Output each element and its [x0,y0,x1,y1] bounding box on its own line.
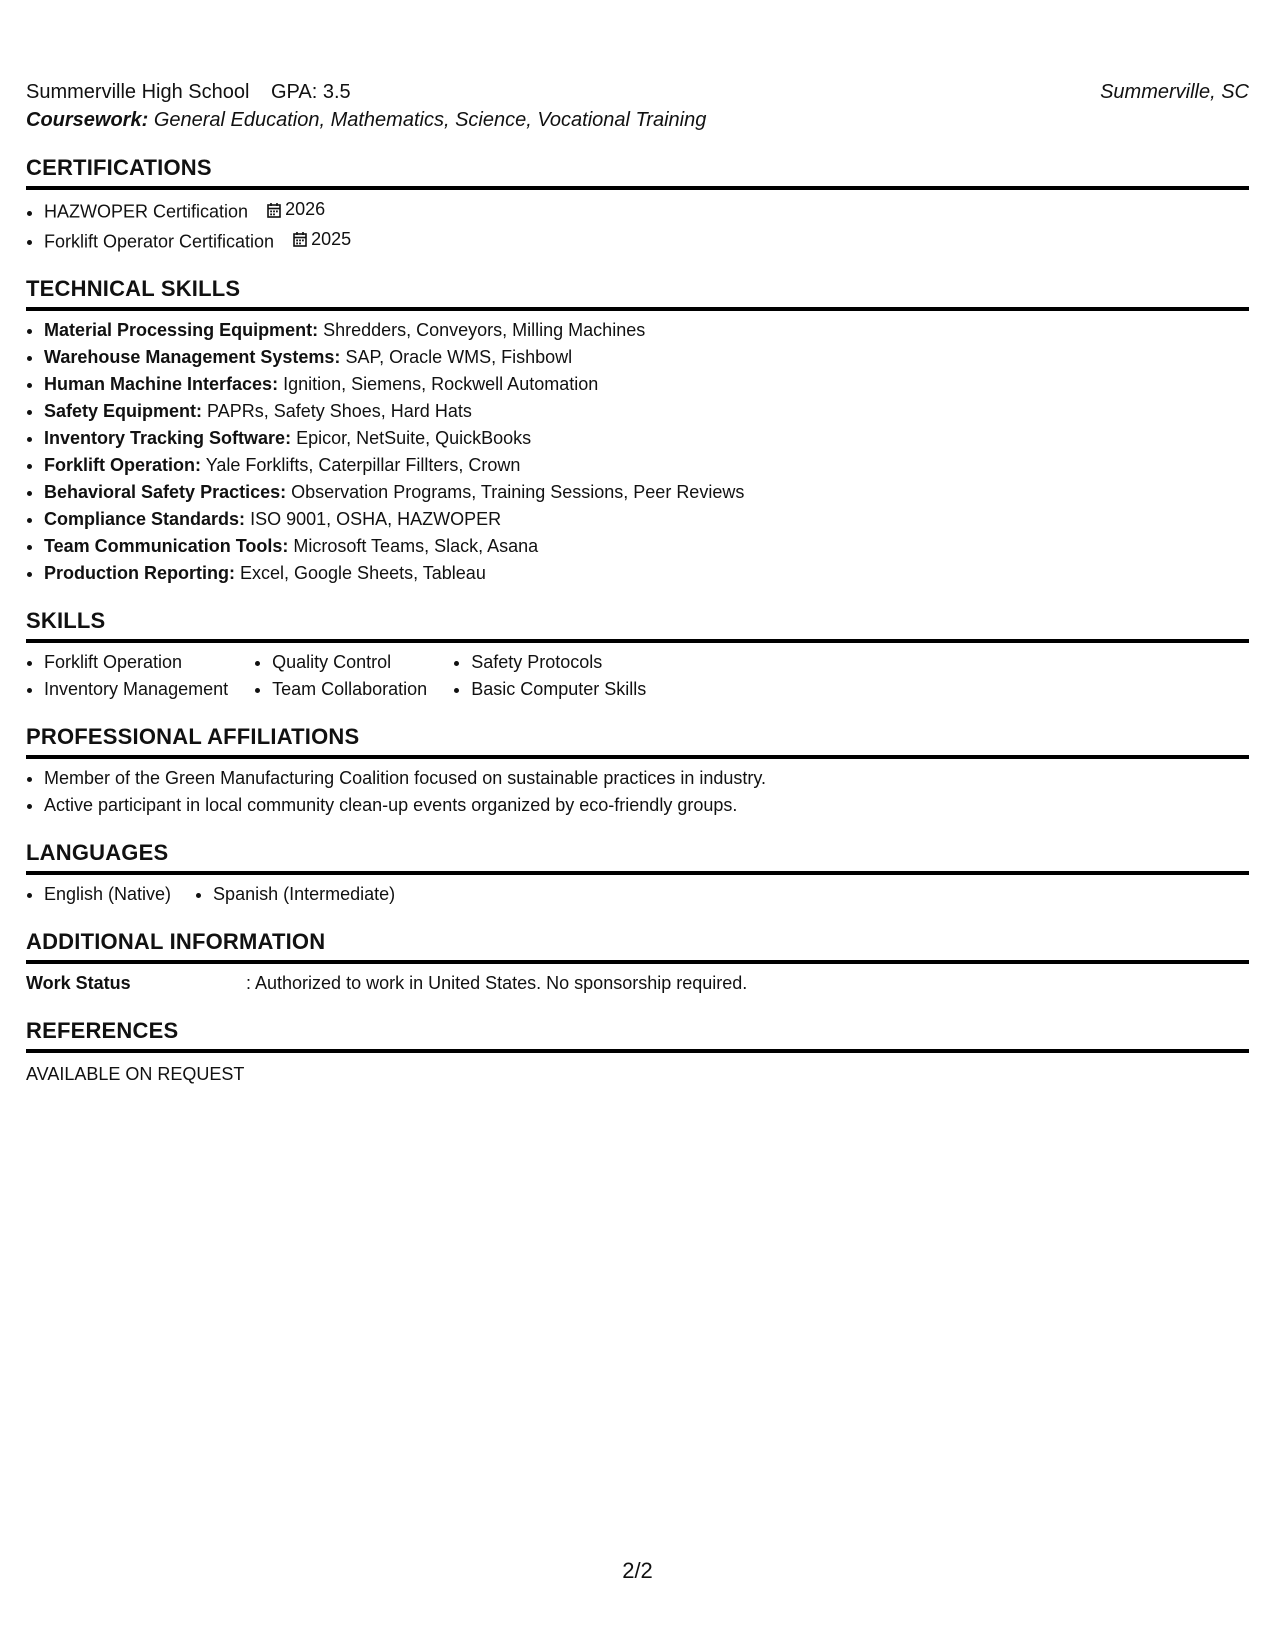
certification-name: HAZWOPER Certification [44,201,249,222]
affiliations-list [26,765,1249,819]
skill-values: Microsoft Teams, Slack, Asana [293,536,539,556]
list-item: • Quality Control [272,649,427,676]
skill-values: PAPRs, Safety Shoes, Hard Hats [207,401,472,421]
skill-values: Yale Forklifts, Caterpillar Fillters, Crown [205,455,521,475]
list-item [44,560,1249,587]
education-row [26,78,1249,106]
list-item: • Safety Protocols [471,649,646,676]
list-item: • Member of the Green Manufacturing Coalition focused on sustainable practices in industry. [44,765,1249,792]
languages-column [195,881,395,908]
school-name: Summerville High School [26,81,250,103]
section-title-skills: SKILLS [26,607,1249,643]
section-title-additional-info: ADDITIONAL INFORMATION [26,928,1249,964]
references-section [26,1017,1249,1088]
list-item: • Spanish (Intermediate) [213,881,395,908]
section-title-languages: LANGUAGES [26,839,1249,875]
list-item: • Basic Computer Skills [471,676,646,703]
section-title-certifications: CERTIFICATIONS [26,154,1249,190]
skills-column [453,649,646,703]
references-text: AVAILABLE ON REQUEST [26,1064,245,1084]
skills-section [26,607,1249,703]
skill-values: ISO 9001, OSHA, HAZWOPER [250,509,502,529]
gpa: GPA: 3.5 [270,81,351,103]
certification-date [267,196,325,223]
technical-skills-section [26,275,1249,587]
languages-section [26,839,1249,908]
resume-page [26,78,1249,1088]
skill-category: Human Machine Interfaces: [44,374,279,394]
skill-category: Warehouse Management Systems: [44,347,341,367]
coursework-label: Coursework: [26,109,149,131]
skill-category: Forklift Operation: [44,455,201,475]
certifications-section [26,154,1249,255]
coursework-list: General Education, Mathematics, Science, Vocational Training [153,109,707,131]
skill-values: Observation Programs, Training Sessions, Peer Reviews [291,482,745,502]
skill-values: SAP, Oracle WMS, Fishbowl [345,347,573,367]
list-item [44,344,1249,371]
work-status-label: Work Status [26,973,131,993]
certification-year: 2026 [285,199,326,219]
section-title-technical-skills: TECHNICAL SKILLS [26,275,1249,311]
work-status-value: : Authorized to work in United States. No sponsorship required. [246,973,748,993]
calendar-icon [293,231,307,247]
languages-row [26,881,1249,908]
skills-grid [26,649,1249,703]
languages-column [26,881,171,908]
skill-values: Ignition, Siemens, Rockwell Automation [283,374,599,394]
skills-column [254,649,427,703]
list-item: • Inventory Management [44,676,228,703]
skill-values: Excel, Google Sheets, Tableau [240,563,486,583]
list-item [44,425,1249,452]
skills-column [26,649,228,703]
list-item [44,226,1249,256]
skill-category: Material Processing Equipment: [44,320,319,340]
coursework-line [26,106,1249,134]
list-item [44,371,1249,398]
work-status-row [26,970,1249,997]
list-item: • Forklift Operation [44,649,228,676]
skill-category: Behavioral Safety Practices: [44,482,287,502]
list-item [44,452,1249,479]
skill-values: Epicor, NetSuite, QuickBooks [296,428,532,448]
skill-category: Production Reporting: [44,563,235,583]
school-location: Summerville, SC [1100,81,1249,103]
skill-category: Safety Equipment: [44,401,203,421]
calendar-icon [267,202,281,218]
list-item [44,533,1249,560]
list-item [44,317,1249,344]
list-item: • Active participant in local community clean-up events organized by eco-friendly groups. [44,792,1249,819]
list-item [44,398,1249,425]
skill-category: Compliance Standards: [44,509,246,529]
additional-info-section [26,928,1249,997]
list-item: • Team Collaboration [272,676,427,703]
list-item [44,479,1249,506]
skill-values: Shredders, Conveyors, Milling Machines [323,320,646,340]
skill-category: Inventory Tracking Software: [44,428,292,448]
list-item [44,196,1249,226]
list-item: • English (Native) [44,881,171,908]
education-school-block [26,78,351,106]
technical-skills-list [26,317,1249,587]
page-number: 2/2 [622,1558,653,1583]
affiliations-section [26,723,1249,819]
skill-category: Team Communication Tools: [44,536,289,556]
certifications-list [26,196,1249,255]
section-title-affiliations: PROFESSIONAL AFFILIATIONS [26,723,1249,759]
list-item [44,506,1249,533]
certification-year: 2025 [311,228,352,249]
certification-name: Forklift Operator Certification [44,231,275,251]
certification-date [293,226,351,253]
section-title-references: REFERENCES [26,1017,1249,1053]
